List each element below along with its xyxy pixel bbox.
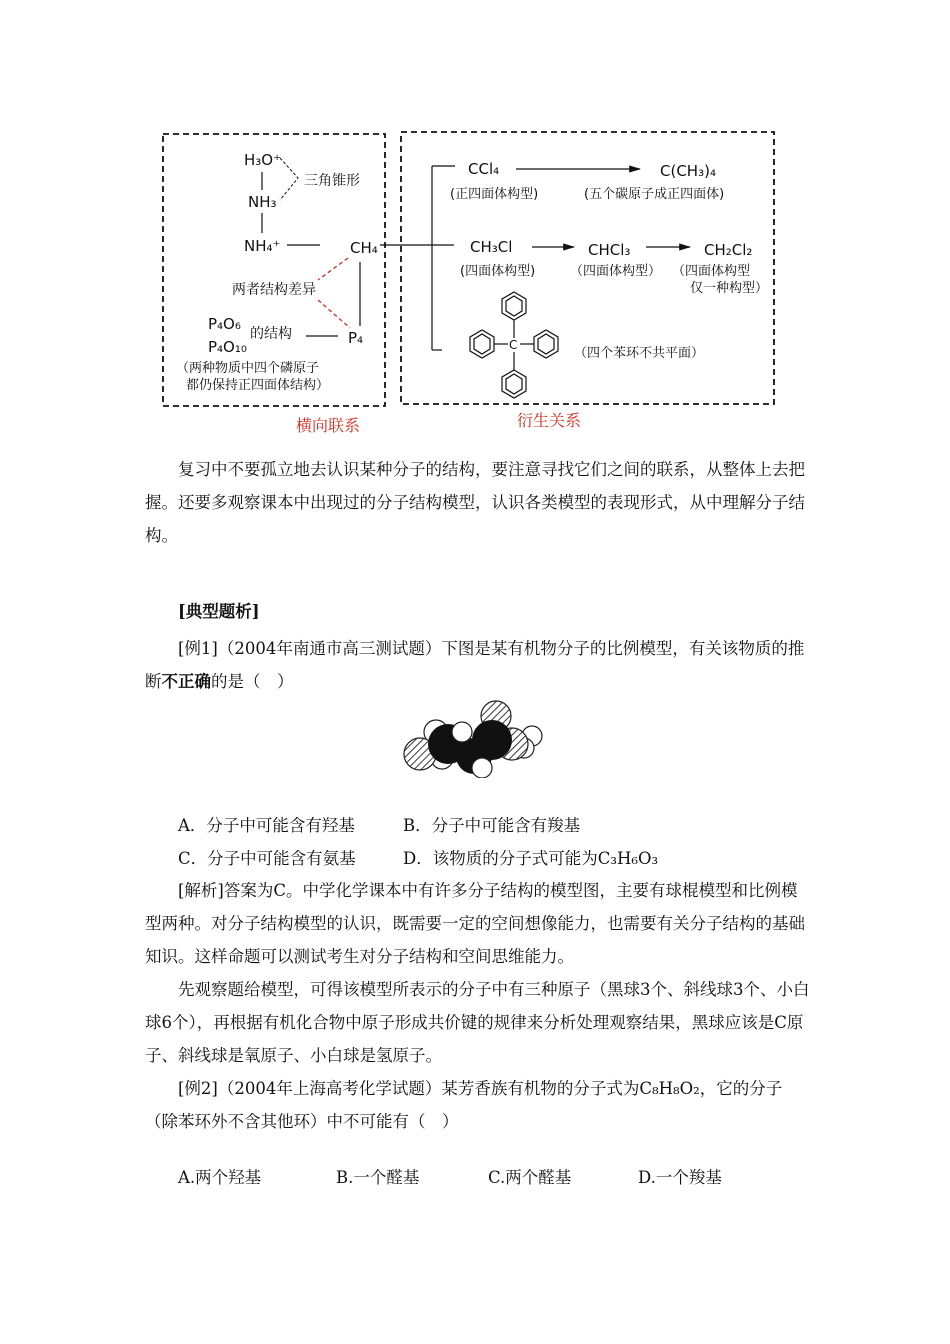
cch3-note: (五个碳原子成正四面体) [584, 187, 725, 202]
ex2-option-b: B.一个醛基 [336, 1168, 420, 1187]
section-heading: [典型题析] [178, 602, 260, 621]
p-note-2: 都仍保持正四面体结构） [186, 378, 330, 393]
ex1-bold: 不正确 [161, 672, 211, 691]
intro-paragraph [145, 453, 810, 552]
p4-label: P₄ [348, 329, 364, 347]
chcl3-label: CHCl₃ [588, 241, 631, 259]
p-note-1: （两种物质中四个磷原子 [176, 361, 320, 376]
analysis-paragraph-1: [解析]答案为C。中学化学课本中有许多分子结构的模型图，主要有球棍模型和比例模型两种。对分子结构模型的认识，既需要一定的空间想像能力，也需要有关分子结构的基础知识。这样命题可以测试考生对分子结构和空间思维能力。 [145, 881, 805, 966]
phenyl-note: （四个苯环不共平面） [574, 346, 705, 361]
ccl4-label: CCl₄ [468, 160, 500, 178]
struct-label: 的结构 [250, 326, 292, 342]
ex1-option-d: D．该物质的分子式可能为C₃H₆O₃ [403, 849, 659, 868]
cch3-label: C(CH₃)₄ [660, 162, 716, 180]
p4o10-label: P₄O₁₀ [208, 338, 247, 356]
example-2-question: [例2]（2004年上海高考化学试题）某芳香族有机物的分子式为C₈H₈O₂，它的分子（除苯环外不含其他环）中不可能有（ ） [145, 1079, 783, 1131]
ex1-prefix: [例1]（2004年南通市高三测试题）下图是某有机物分子的比例模型，有关该物质的推断 [145, 639, 805, 691]
space-filling-model [400, 698, 550, 778]
diff-label: 两者结构差异 [232, 282, 316, 298]
nh3-label: NH₃ [248, 193, 277, 211]
trigonal-bracket [280, 158, 298, 200]
ex2-option-d: D.一个羧基 [638, 1168, 722, 1187]
intro-text: 复习中不要孤立地去认识某种分子的结构，要注意寻找它们之间的联系，从整体上去把握。还要多观察课本中出现过的分子结构模型，认识各类模型的表现形式，从中理解分子结构。 [145, 460, 805, 545]
analysis-paragraph-2: 先观察题给模型，可得该模型所表示的分子中有三种原子（黑球3个、斜线球3个、小白球6个），再根据有机化合物中原子形成共价键的规律来分析处理观察结果，黑球应该是C原子、斜线球是氧原子、小白球是氢原子。 [145, 980, 810, 1065]
left-box-caption: 横向联系 [296, 416, 361, 435]
right-box-caption: 衍生关系 [517, 411, 582, 430]
ex1-option-b: B．分子中可能含有羧基 [403, 816, 581, 835]
ex1-suffix: 的是（ ） [211, 672, 294, 691]
example-1-question [145, 632, 810, 698]
ex2-option-c: C.两个醛基 [488, 1168, 572, 1187]
analysis-block [145, 874, 810, 1138]
phenyl-c-label: C [509, 338, 518, 352]
ch3cl-note: (四面体构型) [460, 264, 536, 279]
chcl3-note: （四面体构型） [570, 264, 662, 279]
ccl4-note: (正四面体构型) [450, 187, 539, 202]
molecular-structure-diagram [0, 0, 950, 450]
p4o6-label: P₄O₆ [208, 315, 241, 333]
ex2-option-a: A.两个羟基 [178, 1168, 262, 1187]
red-diff-line-2 [318, 300, 350, 328]
ch2cl2-note-2: 仅一种构型） [690, 281, 769, 296]
red-diff-line-1 [318, 258, 348, 280]
nh4-label: NH₄⁺ [244, 237, 281, 255]
ch4-label: CH₄ [350, 239, 378, 257]
ex1-option-c: C．分子中可能含有氨基 [178, 849, 356, 868]
ch2cl2-note-1: （四面体构型 [672, 264, 751, 279]
h3o-label: H₃O⁺ [244, 151, 282, 169]
ch3cl-label: CH₃Cl [470, 238, 513, 256]
ch2cl2-label: CH₂Cl₂ [704, 241, 753, 259]
trigonal-label: 三角锥形 [304, 173, 360, 189]
ex1-option-a: A．分子中可能含有羟基 [178, 816, 355, 835]
